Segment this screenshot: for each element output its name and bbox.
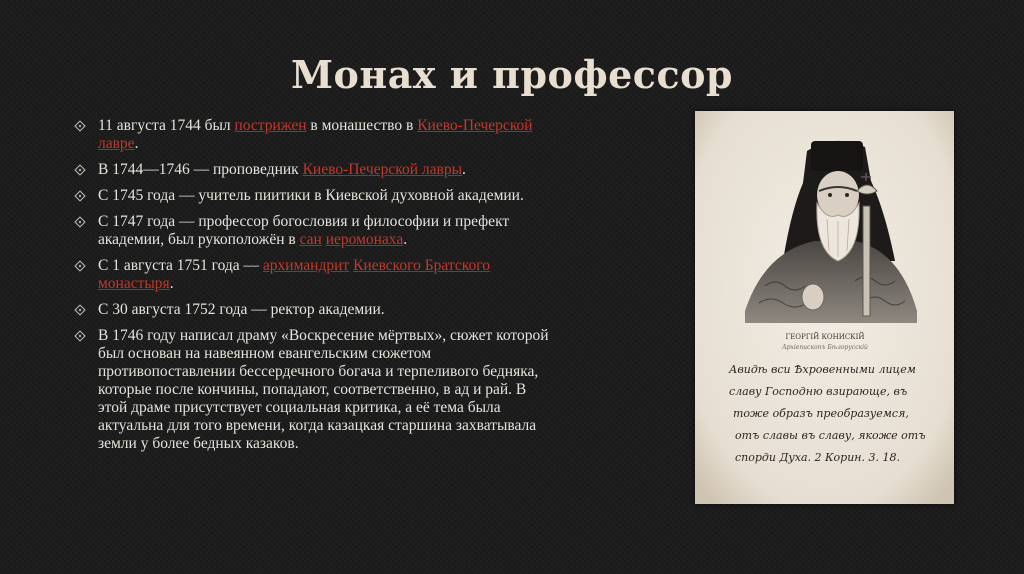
diamond-bullet-icon [74,304,85,315]
diamond-bullet-icon [74,190,85,201]
wiki-link[interactable]: архимандрит [262,257,350,274]
bullet-text: . [461,161,466,178]
bullet-text: В 1744—1746 — проповедник [98,161,303,178]
bullet-item [76,187,556,205]
bullet-text: . [134,135,139,152]
bullet-item [76,301,556,319]
portrait-caption-name: ГЕОРГІЙ КОНИСКІЙ [785,333,865,341]
diamond-bullet-icon [74,164,85,175]
bullet-item [76,257,556,293]
bullet-text: 11 августа 1744 был [98,117,235,134]
diamond-bullet-icon [74,120,85,131]
handwriting-line: отъ славы въ славу, якоже отъ [735,429,926,442]
bullet-text: . [403,231,408,248]
portrait-caption-title: Архіепископъ Бѣлорусскій [782,344,868,351]
bullet-text: С 30 августа 1752 года — ректор академии. [98,301,385,318]
handwriting-line: тоже образъ преобразуемся, [733,407,909,420]
handwriting-line: спорди Духа. 2 Корин. 3. 18. [735,451,901,464]
engraving-illustration [695,111,954,504]
diamond-bullet-icon [74,216,85,227]
bullet-text: В 1746 году написал драму «Воскресение мёртвых», сюжет которой был основан на навеянном евангельским сюжетом противопоставлении бессердечного богача и терпеливого бедняка, которые после кончины, попадают, соответственно, в ад и рай. В этой драме присутствует социальная критика, а её тема была актуальна для того времени, когда казацкая старшина захватывала земли у более бедных казаков. [98,327,549,452]
wiki-link[interactable]: сан [299,231,322,248]
bullet-text: С 1745 года — учитель пиитики в Киевской духовной академии. [98,187,524,204]
bullet-text: . [169,275,174,292]
wiki-link[interactable]: иеромонаха [325,231,404,248]
bullet-item [76,117,556,153]
diamond-bullet-icon [74,260,85,271]
wiki-link[interactable]: пострижен [234,117,307,134]
diamond-bullet-icon [74,330,85,341]
portrait-image [695,111,954,504]
handwriting-line: славу Господню взирающе, въ [729,385,908,398]
bullet-list [76,117,556,461]
bullet-item [76,213,556,249]
slide-title: Монах и профессор [290,52,733,97]
bullet-item [76,161,556,179]
wiki-link[interactable]: Киевского Братского монастыря [98,257,490,292]
wiki-link[interactable]: Киево-Печерской лавре [98,117,533,152]
bullet-text: в монашество в [306,117,418,134]
handwriting-line: Авидѣ вси Ѣхровенными лицем [729,363,916,376]
bullet-item [76,327,556,453]
bullet-text: С 1747 года — профессор богословия и философии и префект академии, был рукоположён в [98,213,510,248]
wiki-link[interactable]: Киево-Печерской лавры [302,161,462,178]
bullet-text: С 1 августа 1751 года — [98,257,263,274]
